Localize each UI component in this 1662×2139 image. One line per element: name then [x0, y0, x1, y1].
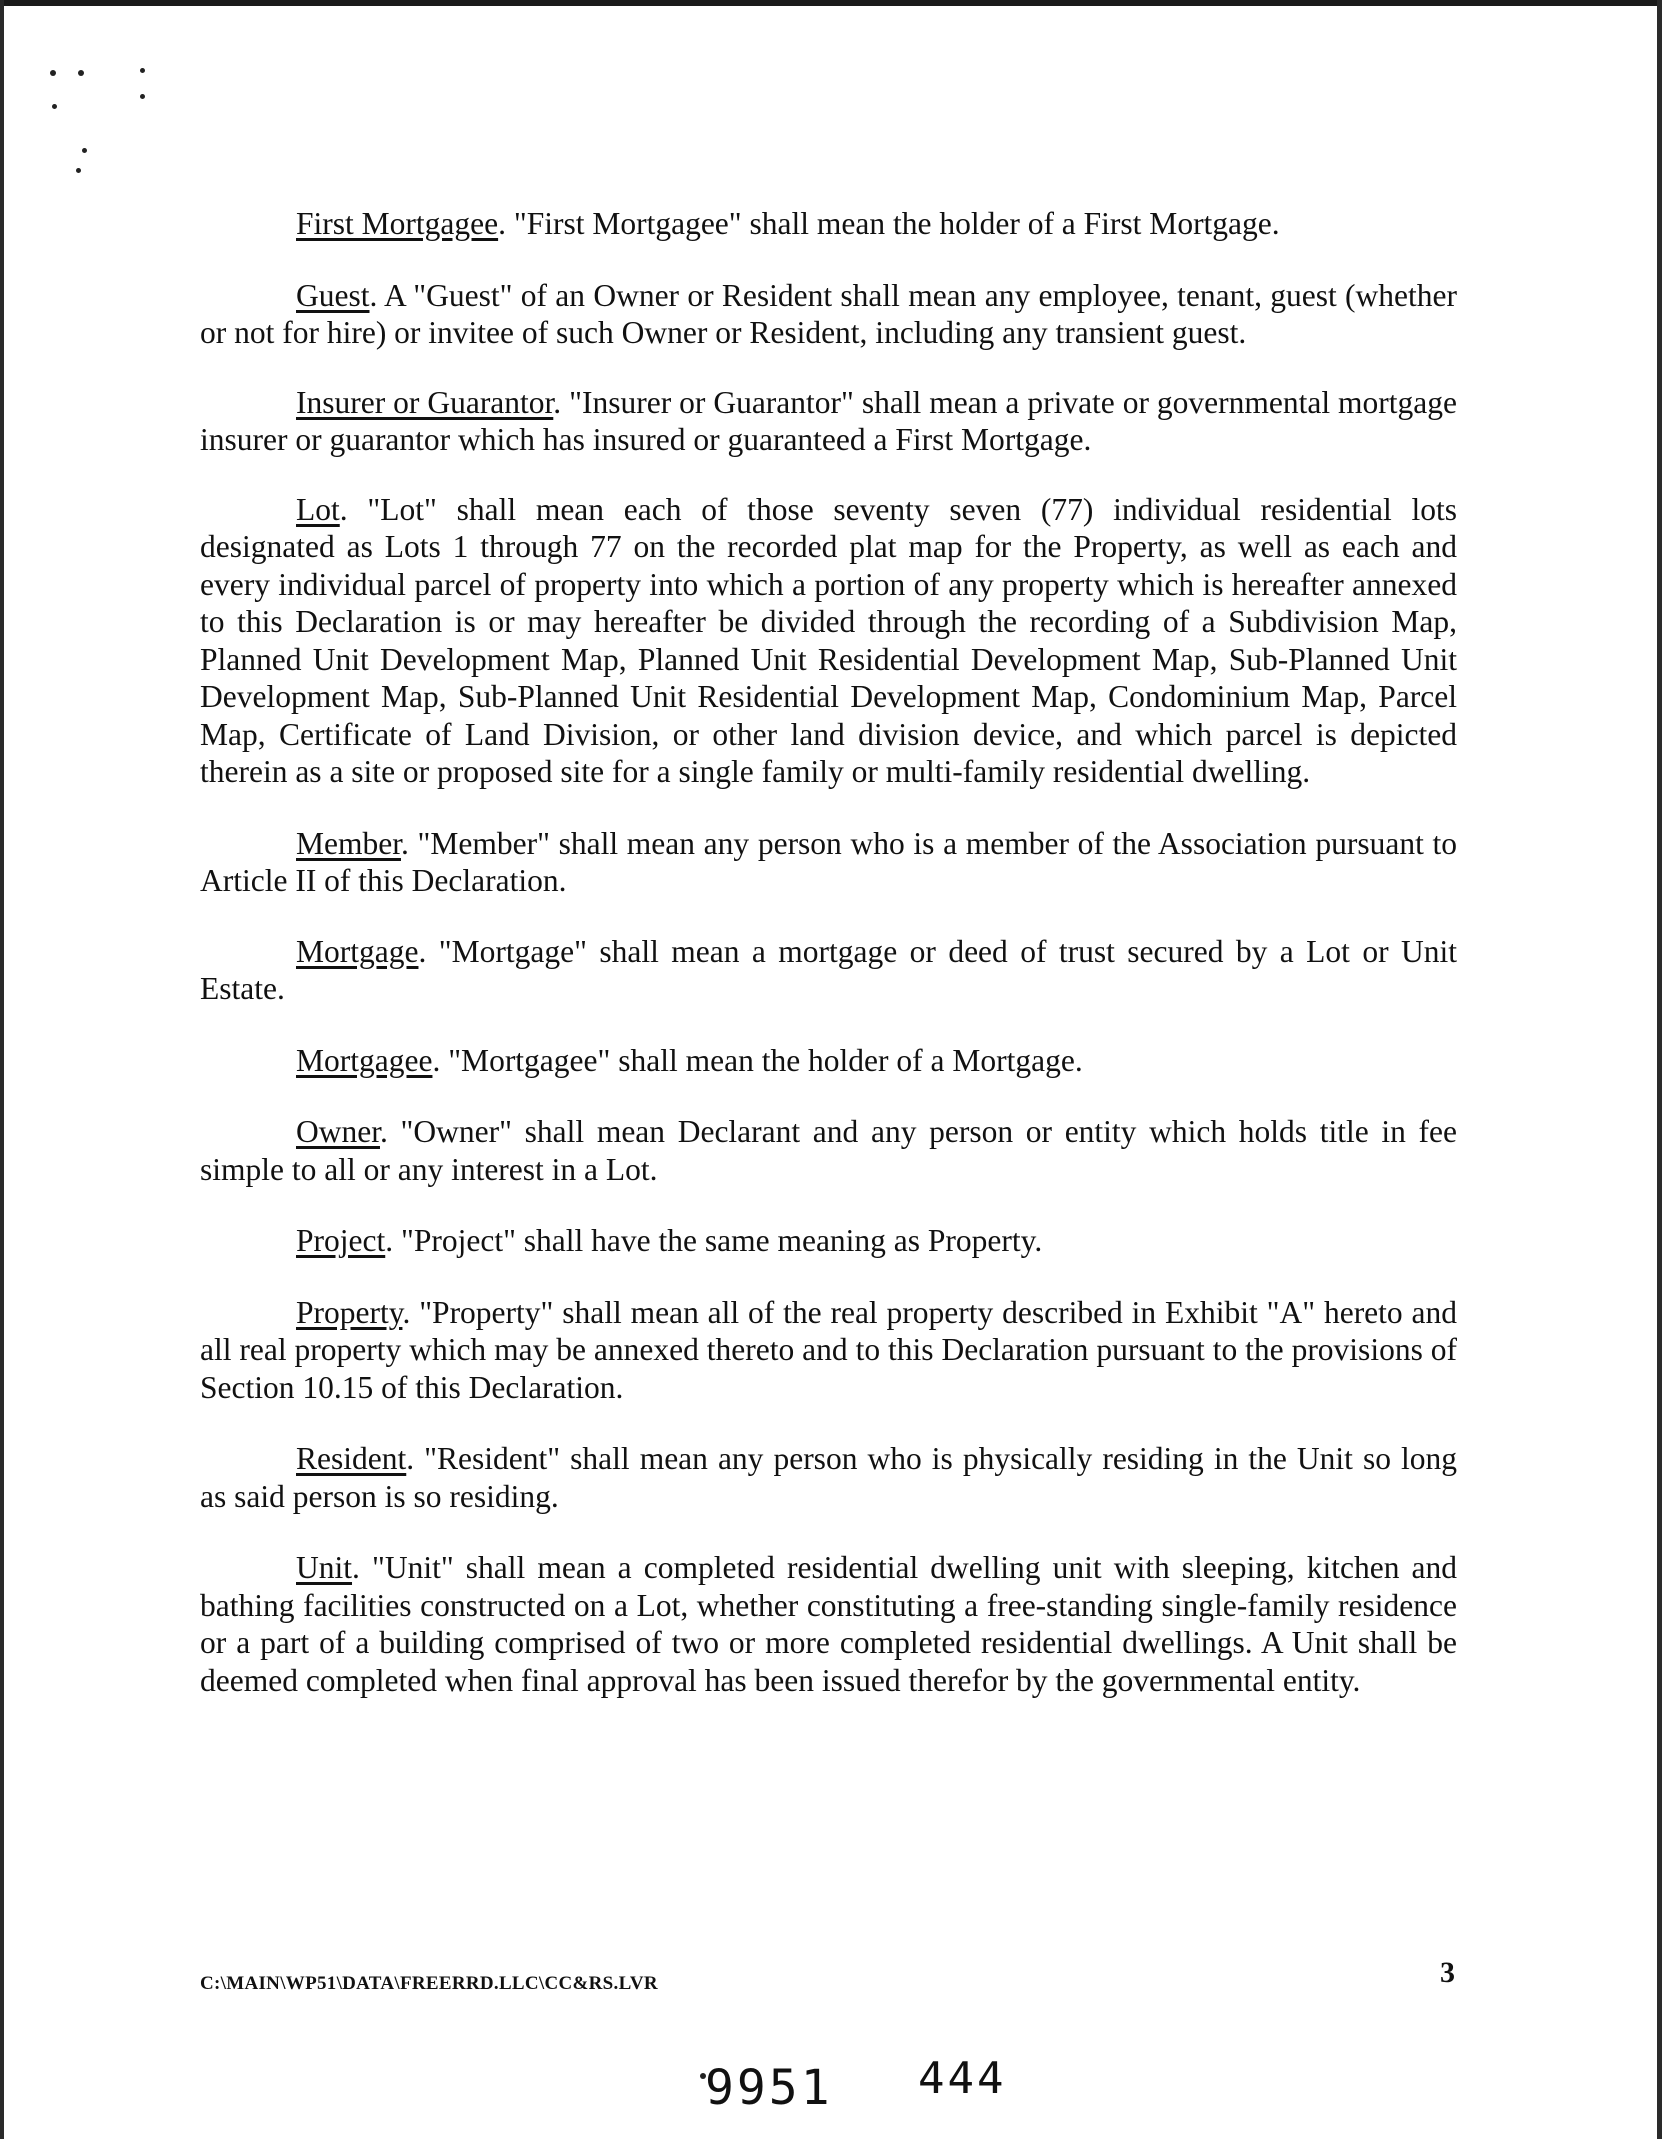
definition-lot: Lot. "Lot" shall mean each of those seventy seven (77) individual residential lots designated as Lots 1 through 77 on the recorded plat map for the Property, as well as each and every individual parcel of property into which a portion of any property which is hereafter annexed to this Declaration is or may hereafter be divided through the recording of a Subdivision Map, Planned Unit Development Map, Planned Unit Residential Development Map, Sub-Planned Unit Development Map, Sub-Planned Unit Residential Development Map, Condominium Map, Parcel Map, Certificate of Land Division, or other land division device, and which parcel is depicted therein as a site or proposed site for a single family or multi-family residential dwelling.: [200, 491, 1458, 789]
scan-speck: [140, 94, 145, 99]
term-label: Resident: [296, 1441, 407, 1476]
recording-stamp-right: 444: [918, 2053, 1007, 2104]
definition-text: "Insurer or Guarantor" shall mean a private or governmental mortgage insurer or guarantor which has insured or guaranteed a First Mortgage.: [200, 384, 1458, 457]
term-label: Mortgagee: [296, 1042, 433, 1078]
definition-resident: Resident. "Resident" shall mean any person who is physically residing in the Unit so long as said person is so residing.: [200, 1441, 1457, 1514]
definition-insurer-or-guarantor: Insurer or Guarantor. "Insurer or Guarantor" shall mean a private or governmental mortgage insurer or guarantor which has insured or guaranteed a First Mortgage.: [200, 384, 1458, 457]
definition-project: Project. "Project" shall have the same meaning as Property.: [296, 1223, 1043, 1258]
definition-first-mortgagee: First Mortgagee. "First Mortgagee" shall mean the holder of a First Mortgage.: [296, 206, 1280, 241]
term-label: Mortgage: [296, 933, 419, 969]
definition-text: "Member" shall mean any person who is a member of the Association pursuant to Article II of this Declaration.: [200, 825, 1457, 898]
definition-member: Member. "Member" shall mean any person who is a member of the Association pursuant to Article II of this Declaration.: [200, 825, 1457, 898]
definition-mortgage: Mortgage. "Mortgage" shall mean a mortgage or deed of trust secured by a Lot or Unit Estate.: [200, 933, 1457, 1006]
scan-speck: [78, 70, 84, 76]
scan-border-right: [1657, 0, 1662, 2139]
definition-guest: Guest. A "Guest" of an Owner or Resident shall mean any employee, tenant, guest (whether or not for hire) or invitee of such Owner or Resident, including any transient guest.: [200, 277, 1457, 350]
definitions-section: [200, 205, 1457, 1699]
definition-text: "Project" shall have the same meaning as Property.: [400, 1223, 1043, 1258]
page-number: 3: [1440, 1956, 1455, 1989]
scan-speck: [82, 148, 87, 153]
definition-text: "Unit" shall mean a completed residential dwelling unit with sleeping, kitchen and bathing facilities constructed on a Lot, whether constituting a free-standing single-family residence or a part of a building comprised of two or more completed residential dwellings. A Unit shall be deemed completed when final approval has been issued therefor by the governmental entity.: [200, 1550, 1458, 1698]
term-label: Owner: [296, 1114, 380, 1149]
scan-border-top: [0, 0, 1662, 6]
scan-speck: [50, 70, 56, 76]
definition-unit: Unit. "Unit" shall mean a completed residential dwelling unit with sleeping, kitchen and bathing facilities constructed on a Lot, whether constituting a free-standing single-family residence or a part of a building comprised of two or more completed residential dwellings. A Unit shall be deemed completed when final approval has been issued therefor by the governmental entity.: [200, 1550, 1458, 1698]
term-label: Property: [296, 1294, 403, 1330]
term-label: Guest: [296, 277, 370, 313]
definition-property: Property. "Property" shall mean all of the real property described in Exhibit "A" hereto and all real property which may be annexed thereto and to this Declaration pursuant to the provisions of Section 10.15 of this Declaration.: [200, 1294, 1458, 1405]
term-label: Member: [296, 825, 401, 861]
scan-border-left: [0, 0, 4, 2139]
recording-stamp-left: 9951: [705, 2060, 833, 2116]
definition-text: "Mortgagee" shall mean the holder of a Mortgage.: [448, 1042, 1083, 1078]
term-label: Lot: [296, 491, 340, 527]
footer-file-path: C:\MAIN\WP51\DATA\FREERRD.LLC\CC&RS.LVR: [200, 1973, 658, 1994]
definition-owner: Owner. "Owner" shall mean Declarant and any person or entity which holds title in fee simple to all or any interest in a Lot.: [200, 1114, 1457, 1187]
definition-text: "Property" shall mean all of the real property described in Exhibit "A" hereto and all real property which may be annexed thereto and to this Declaration pursuant to the provisions of Section 10.15 of this Declaration.: [200, 1294, 1458, 1405]
definition-text: "Lot" shall mean each of those seventy seven (77) individual residential lots designated as Lots 1 through 77 on the recorded plat map for the Property, as well as each and every individual parcel of property into which a portion of any property which is hereafter annexed to this Declaration is or may hereafter be divided through the recording of a Subdivision Map, Planned Unit Development Map, Planned Unit Residential Development Map, Sub-Planned Unit Development Map, Sub-Planned Unit Residential Development Map, Condominium Map, Parcel Map, Certificate of Land Division, or other land division device, and which parcel is depicted therein as a site or proposed site for a single family or multi-family residential dwelling.: [200, 491, 1458, 789]
definition-text: A "Guest" of an Owner or Resident shall mean any employee, tenant, guest (whether or not for hire) or invitee of such Owner or Resident, including any transient guest.: [200, 277, 1457, 350]
definition-text: "Owner" shall mean Declarant and any person or entity which holds title in fee simple to all or any interest in a Lot.: [200, 1114, 1457, 1187]
term-label: First Mortgagee: [296, 206, 499, 241]
scan-speck: [52, 104, 57, 109]
definition-text: "First Mortgagee" shall mean the holder of a First Mortgage.: [513, 206, 1280, 241]
definition-text: "Mortgage" shall mean a mortgage or deed of trust secured by a Lot or Unit Estate.: [200, 933, 1457, 1006]
definition-mortgagee: Mortgagee. "Mortgagee" shall mean the holder of a Mortgage.: [296, 1042, 1083, 1078]
term-label: Project: [296, 1223, 386, 1258]
definition-text: "Resident" shall mean any person who is physically residing in the Unit so long as said person is so residing.: [200, 1441, 1457, 1514]
term-label: Unit: [296, 1550, 353, 1585]
scan-speck: [140, 68, 145, 73]
scan-speck: [76, 168, 81, 173]
term-label: Insurer or Guarantor: [296, 384, 554, 420]
